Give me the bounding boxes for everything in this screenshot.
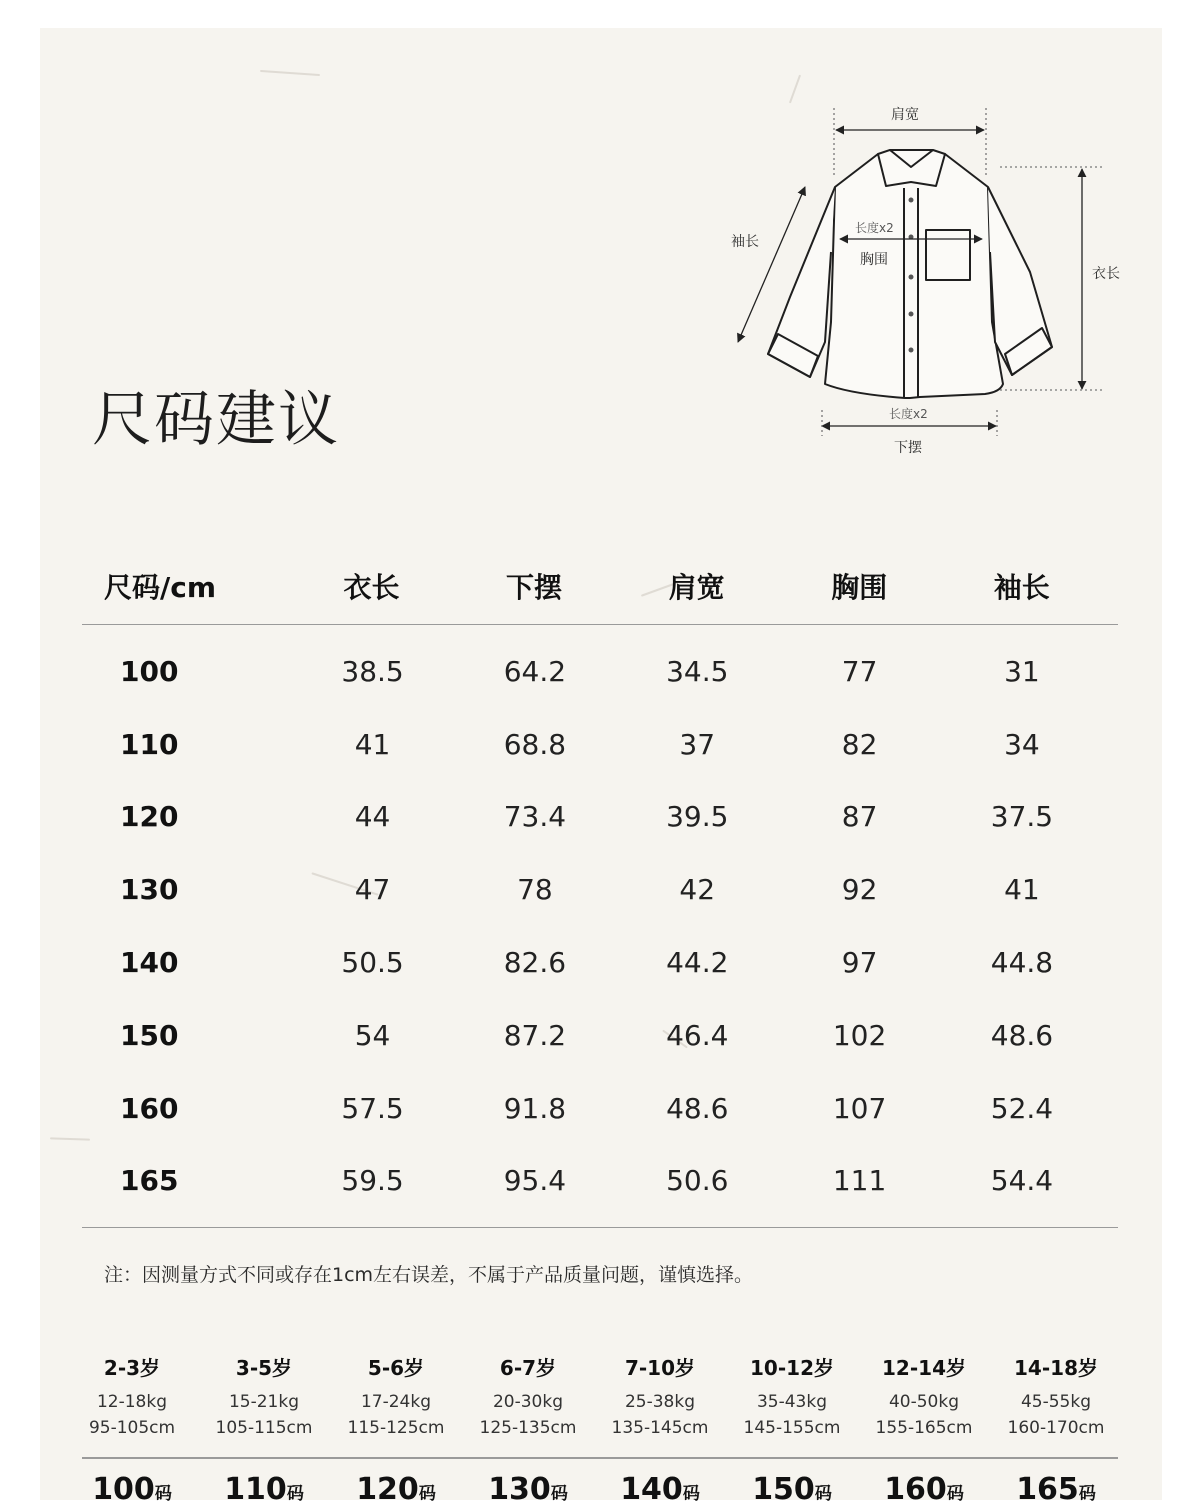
cell-chest: 87 (841, 800, 878, 834)
age-guide-item (198, 1352, 330, 1441)
age-range: 5-6岁 (367, 1356, 425, 1380)
height-range: 135-145cm (611, 1418, 709, 1438)
size-code (858, 1472, 990, 1507)
cell-size: 140 (120, 946, 179, 980)
cell-length: 44 (354, 800, 391, 834)
age-range: 14-18岁 (1014, 1356, 1098, 1380)
size-code (990, 1472, 1122, 1507)
size-code-unit: 码 (286, 1484, 304, 1504)
cell-chest: 97 (841, 946, 878, 980)
size-code-unit: 码 (814, 1484, 832, 1504)
age-range: 2-3岁 (103, 1356, 161, 1380)
height-range: 125-135cm (479, 1418, 577, 1438)
page-title: 尺码建议 (92, 385, 340, 455)
measurement-note: 注：因测量方式不同或存在1cm左右误差，不属于产品质量问题，谨慎选择。 (104, 1264, 754, 1286)
size-table-header (82, 548, 1118, 625)
size-code-number: 160 (884, 1472, 947, 1507)
cell-length: 59.5 (341, 1164, 404, 1198)
cell-length: 50.5 (341, 946, 404, 980)
header-size: 尺码/cm (104, 571, 217, 604)
header-shoulder: 肩宽 (668, 571, 725, 604)
cell-hem: 73.4 (503, 800, 567, 834)
age-range: 10-12岁 (750, 1356, 834, 1380)
age-range: 3-5岁 (235, 1356, 293, 1380)
paper-fiber (260, 70, 320, 76)
cell-sleeve: 48.6 (990, 1018, 1054, 1052)
height-range: 160-170cm (1007, 1418, 1105, 1438)
age-range: 12-14岁 (882, 1356, 966, 1380)
size-table-body (82, 625, 1118, 1228)
size-code-number: 130 (488, 1472, 551, 1507)
size-code-number: 150 (752, 1472, 815, 1507)
weight-range: 45-55kg (1020, 1392, 1092, 1412)
chest-label: 胸围 (860, 252, 888, 268)
size-code (330, 1472, 462, 1507)
length-label: 衣长 (1092, 266, 1120, 282)
size-code-number: 120 (356, 1472, 419, 1507)
cell-size: 110 (120, 727, 179, 761)
age-guide-item (462, 1352, 594, 1441)
cell-hem: 87.2 (503, 1018, 567, 1052)
height-range: 105-115cm (215, 1418, 313, 1438)
size-code (594, 1472, 726, 1507)
cell-shoulder: 34.5 (666, 654, 729, 688)
table-row (82, 999, 1118, 1072)
table-row (82, 781, 1118, 854)
cell-length: 57.5 (341, 1091, 404, 1125)
weight-range: 17-24kg (360, 1392, 432, 1412)
cell-length: 47 (354, 873, 391, 907)
size-code-unit: 码 (946, 1484, 964, 1504)
cell-hem: 78 (517, 873, 553, 907)
cell-shoulder: 46.4 (666, 1018, 729, 1052)
cell-sleeve: 34 (1004, 727, 1040, 761)
weight-range: 20-30kg (492, 1392, 564, 1412)
cell-sleeve: 41 (1004, 873, 1040, 907)
cell-sleeve: 44.8 (990, 946, 1054, 980)
table-row (82, 926, 1118, 999)
size-code-row (66, 1472, 1122, 1507)
weight-range: 15-21kg (228, 1392, 300, 1412)
age-guide-divider (82, 1457, 1118, 1459)
age-guide-item (990, 1352, 1122, 1441)
header-sleeve: 袖长 (993, 571, 1050, 604)
size-code-unit: 码 (154, 1484, 172, 1504)
shoulder-label: 肩宽 (891, 107, 919, 123)
cell-hem: 95.4 (503, 1164, 567, 1198)
chest-note-label: 长度x2 (855, 221, 894, 235)
height-range: 95-105cm (88, 1418, 176, 1438)
cell-hem: 82.6 (503, 946, 567, 980)
cell-hem: 64.2 (503, 654, 567, 688)
table-row (82, 635, 1118, 708)
cell-hem: 68.8 (503, 727, 567, 761)
sleeve-label: 袖长 (731, 234, 759, 250)
header-hem: 下摆 (506, 571, 563, 604)
cell-sleeve: 37.5 (990, 800, 1054, 834)
cell-size: 150 (120, 1018, 179, 1052)
cell-hem: 91.8 (503, 1091, 567, 1125)
weight-range: 40-50kg (888, 1392, 960, 1412)
size-code-unit: 码 (1078, 1484, 1096, 1504)
hem-label: 下摆 (894, 440, 922, 456)
cell-length: 38.5 (341, 654, 404, 688)
cell-shoulder: 44.2 (666, 946, 729, 980)
cell-chest: 82 (841, 727, 878, 761)
cell-chest: 107 (832, 1091, 887, 1125)
cell-sleeve: 54.4 (990, 1164, 1054, 1198)
header-length: 衣长 (343, 571, 400, 604)
cell-size: 130 (120, 873, 179, 907)
cell-chest: 102 (832, 1018, 887, 1052)
size-code (462, 1472, 594, 1507)
table-row (82, 853, 1118, 926)
cell-shoulder: 50.6 (666, 1164, 729, 1198)
weight-range: 25-38kg (624, 1392, 696, 1412)
size-code (66, 1472, 198, 1507)
cell-sleeve: 52.4 (990, 1091, 1054, 1125)
cell-shoulder: 42 (679, 873, 716, 907)
hem-note-label: 长度x2 (889, 407, 928, 421)
cell-sleeve: 31 (1004, 654, 1040, 688)
age-guide-item (66, 1352, 198, 1441)
cell-size: 165 (120, 1164, 179, 1198)
table-row (82, 1145, 1118, 1218)
size-code-number: 165 (1016, 1472, 1079, 1507)
cell-shoulder: 37 (679, 727, 716, 761)
table-row (82, 1072, 1118, 1145)
size-table (82, 548, 1118, 1228)
age-guide-item (858, 1352, 990, 1441)
size-code-number: 110 (224, 1472, 287, 1507)
size-code-number: 140 (620, 1472, 683, 1507)
cell-size: 160 (120, 1091, 179, 1125)
cell-size: 120 (120, 800, 179, 834)
weight-range: 12-18kg (96, 1392, 168, 1412)
cell-chest: 92 (841, 873, 878, 907)
weight-range: 35-43kg (756, 1392, 828, 1412)
height-range: 155-165cm (875, 1418, 973, 1438)
cell-chest: 111 (832, 1164, 887, 1198)
age-guide-item (330, 1352, 462, 1441)
header-chest: 胸围 (831, 571, 888, 604)
cell-chest: 77 (841, 654, 878, 688)
size-code-number: 100 (92, 1472, 155, 1507)
cell-shoulder: 39.5 (666, 800, 729, 834)
size-code-unit: 码 (418, 1484, 436, 1504)
size-code-unit: 码 (682, 1484, 700, 1504)
cell-length: 54 (354, 1018, 391, 1052)
age-range: 6-7岁 (499, 1356, 557, 1380)
shirt-measurement-diagram (700, 92, 1140, 472)
age-guide (66, 1352, 1122, 1441)
height-range: 115-125cm (347, 1418, 445, 1438)
cell-shoulder: 48.6 (666, 1091, 729, 1125)
cell-size: 100 (120, 654, 179, 688)
size-code (726, 1472, 858, 1507)
age-guide-item (594, 1352, 726, 1441)
size-code-unit: 码 (550, 1484, 568, 1504)
table-row (82, 708, 1118, 781)
age-guide-item (726, 1352, 858, 1441)
cell-length: 41 (354, 727, 391, 761)
size-code (198, 1472, 330, 1507)
height-range: 145-155cm (743, 1418, 841, 1438)
age-range: 7-10岁 (624, 1356, 696, 1380)
